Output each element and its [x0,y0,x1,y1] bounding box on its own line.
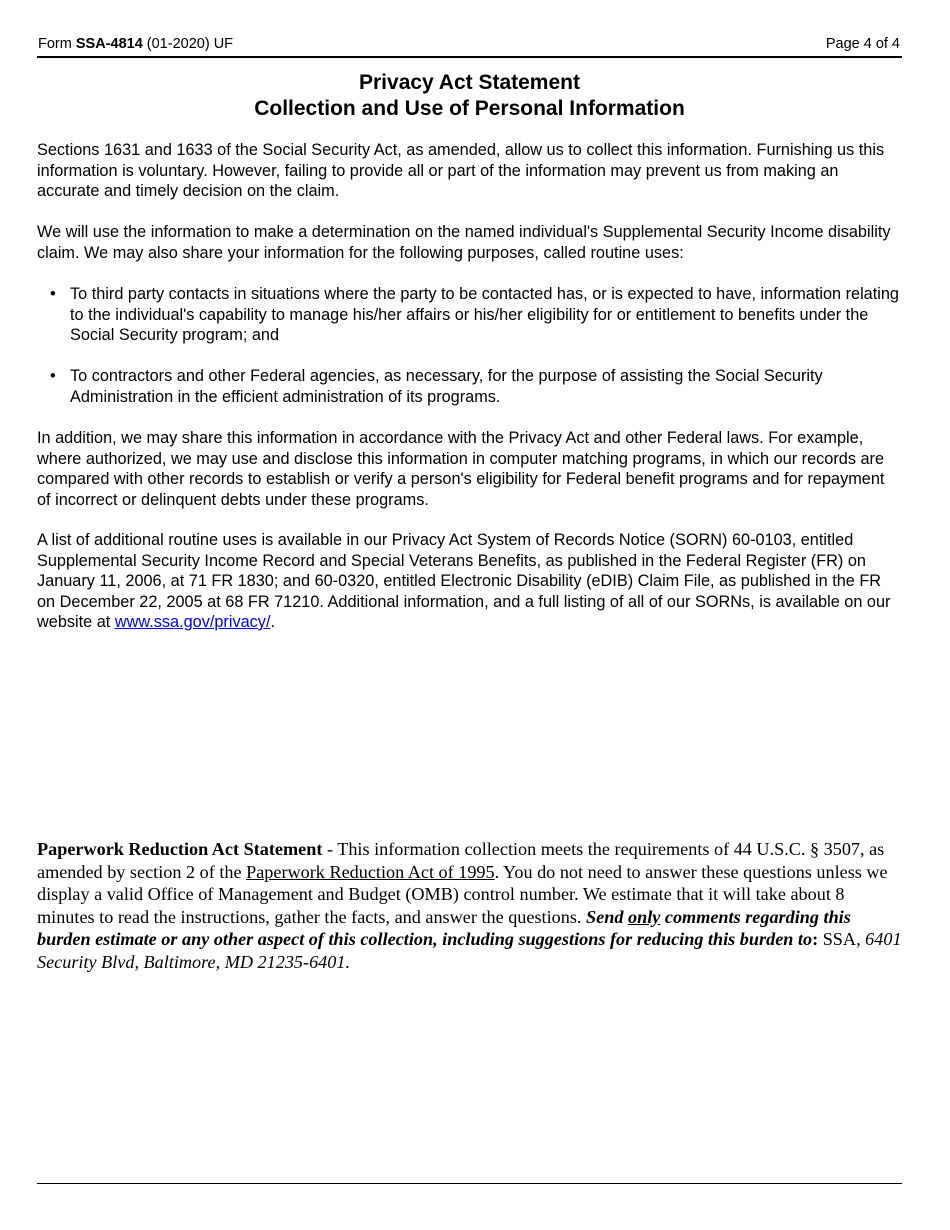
footer-divider [37,1183,902,1184]
title-line-1: Privacy Act Statement [359,71,580,94]
paragraph-sorn: A list of additional routine uses is available in our Privacy Act System of Records Notice (SORN) 60-0103, entitled Supplemental Security Income Record and Special Veterans Benefits, as published in the Federal Register (FR) on January 11, 2006, at 71 FR 1830; and 60-0320, entitled Electronic Disability (eDIB) Claim File, as published in the FR on December 22, 2005 at 68 FR 71210. Additional information, and a full listing of all of our SORNs, is available on our website at www.ssa.gov/privacy/. [37,531,891,631]
paragraph-use: We will use the information to make a determination on the named individual's Supplemental Security Income disability claim. We may also share your information for the following purposes, called routine uses: [37,223,891,262]
paperwork-reduction-statement: Paperwork Reduction Act Statement - This information collection meets the requirements of 44 U.S.C. § 3507, as amended by section 2 of the Paperwork Reduction Act of 1995. You do not need to answer these questions unless we display a valid Office of Management and Budget (OMB) control number. We estimate that it will take about 8 minutes to read the instructions, gather the facts, and answer the questions. Send only comments regarding this burden estimate or any other aspect of this collection, including suggestions for reducing this burden to: SSA, 6401 Security Blvd, Baltimore, MD 21235-6401. [37,839,902,972]
form-number: SSA-4814 [75,36,143,52]
title-line-2: Collection and Use of Personal Information [254,97,685,120]
page-header [37,34,902,58]
act-name: Paperwork Reduction Act of 1995 [246,861,495,882]
bullet-text-2: To contractors and other Federal agencies, as necessary, for the purpose of assisting the Social Security Administration in the efficient administration of its programs. [70,367,823,406]
mailing-address: SSA, 6401 Security Blvd, Baltimore, MD 21235-6401. [37,929,902,972]
bullet-icon: • [50,367,56,385]
privacy-link[interactable]: www.ssa.gov/privacy/ [114,613,271,631]
form-id: Form SSA-4814 (01-2020) UF [38,36,234,52]
list-item [37,366,902,407]
bullet-text-1: To third party contacts in situations where the party to be contacted has, or is expected to have, information relating to the individual's capability to manage his/her affairs or his/her eligibility for or entitlement to benefits under the Social Security program; and [70,285,899,344]
page-number: Page 4 of 4 [825,36,900,52]
pra-heading: Paperwork Reduction Act Statement [37,839,323,859]
page-title [37,70,902,122]
only-emphasis: only [627,906,661,927]
paragraph-sharing: In addition, we may share this information in accordance with the Privacy Act and other Federal laws. For example, where authorized, we may use and disclose this information in computer matching programs, in which our records are compared with other records to establish or verify a person's eligibility for Federal benefit programs and for repayment of incorrect or delinquent debts under these programs. [37,429,885,509]
list-item [37,284,902,346]
bullet-icon: • [50,285,56,303]
paragraph-authority: Sections 1631 and 1633 of the Social Security Act, as amended, allow us to collect this information. Furnishing us this information is voluntary. However, failing to provide all or part of the information may prevent us from making an accurate and timely decision on the claim. [37,141,885,200]
